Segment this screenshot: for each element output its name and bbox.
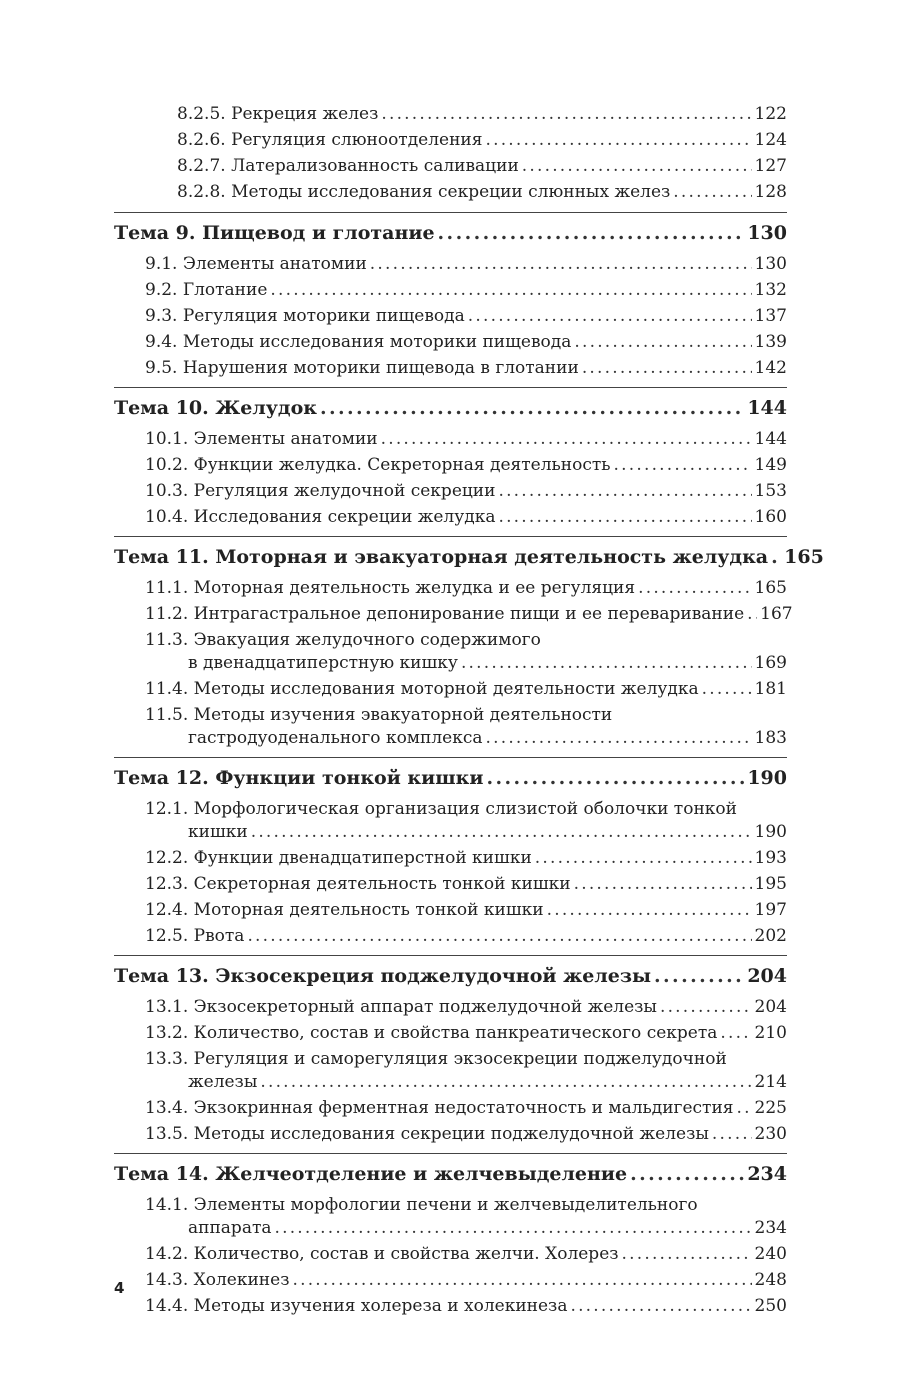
toc-page-number: 169 [754, 653, 787, 673]
dot-leader [370, 251, 752, 277]
toc-entry-12-3[interactable] [114, 871, 787, 897]
dot-leader [486, 127, 752, 153]
toc-entry-8-2-5[interactable] [114, 101, 787, 127]
toc-topic-title: Тема 13. Экзосекреция поджелудочной железы [114, 965, 652, 987]
toc-row [145, 1020, 787, 1046]
dot-leader [574, 329, 751, 355]
page-number: 4 [114, 1279, 125, 1297]
toc-entry-9-2[interactable] [114, 277, 787, 303]
toc-page-number: 202 [754, 926, 787, 946]
dot-leader [438, 215, 745, 251]
toc-page-number: 204 [754, 997, 787, 1017]
toc-entry-13-5[interactable] [114, 1121, 787, 1147]
dot-leader [547, 897, 752, 923]
toc-page-number: 210 [754, 1023, 787, 1043]
toc-page-number: 137 [754, 306, 787, 326]
toc-entry-9-5[interactable] [114, 355, 787, 381]
toc-page-number: 214 [754, 1072, 787, 1092]
dot-leader [381, 426, 752, 452]
dot-leader [771, 539, 781, 575]
toc-row [188, 1069, 787, 1095]
toc-entry-10-4[interactable] [114, 504, 787, 530]
dot-leader [747, 601, 757, 627]
toc-entry-label: 8.2.8. Методы исследования секреции слюнных желез [177, 182, 671, 202]
toc-entry-label: 12.2. Функции двенадцатиперстной кишки [145, 848, 532, 868]
dot-leader [461, 650, 752, 676]
toc-entry-label: 12.1. Морфологическая организация слизистой оболочки тонкой [145, 799, 737, 819]
toc-row [188, 650, 787, 676]
toc-topic-title: Тема 14. Желчеотделение и желчевыделение [114, 1163, 628, 1185]
toc-entry-label: 11.5. Методы изучения эвакуаторной деятельности [145, 705, 613, 725]
toc-page-number: 181 [754, 679, 787, 699]
toc-entry-11-2[interactable] [114, 601, 793, 627]
toc-page-number: 160 [754, 507, 787, 527]
toc-row [145, 1241, 787, 1267]
toc-entry-13-3[interactable] [114, 1046, 787, 1095]
toc-page-number: 142 [754, 358, 787, 378]
toc-entry-label-continued: аппарата [188, 1218, 272, 1238]
toc-entry-label-continued: гастродуоденального комплекса [188, 728, 483, 748]
toc-page-number: 149 [754, 455, 787, 475]
toc-row [145, 303, 787, 329]
toc-page-number: 230 [754, 1124, 787, 1144]
toc-entry-8-2-6[interactable] [114, 127, 787, 153]
toc-entry-label: 9.4. Методы исследования моторики пищевода [145, 332, 572, 352]
toc-entry-8-2-8[interactable] [114, 179, 787, 205]
dot-leader [260, 1069, 751, 1095]
toc-entry-10-2[interactable] [114, 452, 787, 478]
toc-row [145, 1095, 787, 1121]
toc-entry-label: 13.5. Методы исследования секреции поджелудочной железы [145, 1124, 709, 1144]
toc-entry-10-1[interactable] [114, 426, 787, 452]
dot-leader [622, 1241, 752, 1267]
dot-leader [574, 871, 752, 897]
dot-leader [522, 153, 752, 179]
dot-leader [468, 303, 752, 329]
toc-topic-12[interactable] [114, 760, 787, 796]
toc-topic-13[interactable] [114, 958, 787, 994]
toc-row [145, 676, 787, 702]
dot-leader [660, 994, 752, 1020]
toc-page-number: 124 [754, 130, 787, 150]
table-of-contents [114, 101, 824, 1319]
toc-page-number: 190 [754, 822, 787, 842]
toc-entry-13-2[interactable] [114, 1020, 787, 1046]
toc-page-number: 234 [754, 1218, 787, 1238]
toc-row [145, 1267, 787, 1293]
toc-row [145, 504, 787, 530]
toc-entry-label: 8.2.6. Регуляция слюноотделения [177, 130, 483, 150]
toc-page-number: 144 [754, 429, 787, 449]
toc-entry-11-3[interactable] [114, 627, 787, 676]
dot-leader [720, 1020, 751, 1046]
dot-leader [251, 819, 752, 845]
toc-topic-14[interactable] [114, 1156, 787, 1192]
toc-row [145, 478, 787, 504]
toc-row [145, 452, 787, 478]
toc-page-number: 122 [754, 104, 787, 124]
toc-row [145, 1293, 787, 1319]
dot-leader [614, 452, 752, 478]
toc-row [177, 179, 787, 205]
toc-row [145, 845, 787, 871]
dot-leader [570, 1293, 751, 1319]
toc-entry-label: 12.4. Моторная деятельность тонкой кишки [145, 900, 544, 920]
toc-page-number: 250 [754, 1296, 787, 1316]
toc-row [145, 897, 787, 923]
toc-entry-label: 10.2. Функции желудка. Секреторная деятельность [145, 455, 611, 475]
toc-page-number: 128 [754, 182, 787, 202]
dot-leader [582, 355, 752, 381]
dot-leader [498, 504, 751, 530]
toc-entry-label: 8.2.7. Латерализованность саливации [177, 156, 519, 176]
toc-entry-label: 13.2. Количество, состав и свойства панкреатического секрета [145, 1023, 718, 1043]
toc-entry-label: 9.2. Глотание [145, 280, 268, 300]
toc-entry-12-4[interactable] [114, 897, 787, 923]
toc-page-number: 183 [754, 728, 787, 748]
dot-leader [654, 958, 744, 994]
toc-row [114, 539, 824, 575]
toc-entry-13-1[interactable] [114, 994, 787, 1020]
dot-leader [498, 478, 751, 504]
toc-page-number: 144 [747, 397, 787, 419]
toc-entry-label: 14.4. Методы изучения холереза и холекинеза [145, 1296, 568, 1316]
toc-entry-9-3[interactable] [114, 303, 787, 329]
toc-row [145, 355, 787, 381]
dot-leader [275, 1215, 752, 1241]
toc-entry-label: 10.3. Регуляция желудочной секреции [145, 481, 496, 501]
toc-page-number: 130 [754, 254, 787, 274]
toc-page-number: 248 [754, 1270, 787, 1290]
toc-entry-11-1[interactable] [114, 575, 787, 601]
toc-page-number: 193 [754, 848, 787, 868]
toc-topic-9[interactable] [114, 215, 787, 251]
toc-entry-label: 9.5. Нарушения моторики пищевода в глотании [145, 358, 579, 378]
toc-entry-label: 9.1. Элементы анатомии [145, 254, 367, 274]
toc-entry-11-5[interactable] [114, 702, 787, 751]
toc-page-number: 190 [747, 767, 787, 789]
toc-page-number: 240 [754, 1244, 787, 1264]
toc-entry-label: 11.1. Моторная деятельность желудка и ее регуляция [145, 578, 636, 598]
dot-leader [320, 390, 744, 426]
toc-row [188, 1215, 787, 1241]
toc-row [188, 725, 787, 751]
toc-entry-label: 14.2. Количество, состав и свойства желчи. Холерез [145, 1244, 619, 1264]
toc-row [114, 760, 787, 796]
dot-leader [486, 760, 744, 796]
toc-topic-title: Тема 12. Функции тонкой кишки [114, 767, 484, 789]
toc-entry-12-2[interactable] [114, 845, 787, 871]
toc-page-number: 130 [747, 222, 787, 244]
toc-page-number: 132 [754, 280, 787, 300]
toc-entry-14-4[interactable] [114, 1293, 787, 1319]
toc-entry-12-5[interactable] [114, 923, 787, 949]
dot-leader [737, 1095, 752, 1121]
toc-row [145, 277, 787, 303]
toc-row [114, 958, 787, 994]
toc-page-number: 127 [754, 156, 787, 176]
toc-entry-label: 14.1. Элементы морфологии печени и желчевыделительного [145, 1195, 698, 1215]
toc-entry-9-1[interactable] [114, 251, 787, 277]
toc-entry-11-4[interactable] [114, 676, 787, 702]
toc-row [145, 871, 787, 897]
toc-entry-label: 13.3. Регуляция и саморегуляция экзосекреции поджелудочной [145, 1049, 727, 1069]
toc-entry-label: 11.4. Методы исследования моторной деятельности желудка [145, 679, 699, 699]
toc-page-number: 195 [754, 874, 787, 894]
toc-row [145, 251, 787, 277]
toc-page-number: 167 [760, 604, 793, 624]
toc-page-number: 153 [754, 481, 787, 501]
dot-leader [535, 845, 752, 871]
toc-row [177, 153, 787, 179]
toc-row [188, 819, 787, 845]
toc-topic-11[interactable] [114, 539, 824, 575]
toc-entry-14-1[interactable] [114, 1192, 787, 1241]
toc-row [145, 601, 793, 627]
toc-entry-label: 10.4. Исследования секреции желудка [145, 507, 496, 527]
dot-leader [381, 101, 751, 127]
toc-row [145, 994, 787, 1020]
toc-entry-14-3[interactable] [114, 1267, 787, 1293]
toc-page-number: 139 [754, 332, 787, 352]
dot-leader [638, 575, 751, 601]
toc-entry-label: 12.3. Секреторная деятельность тонкой кишки [145, 874, 571, 894]
toc-page-number: 165 [784, 546, 824, 568]
toc-topic-title: Тема 10. Желудок [114, 397, 317, 419]
toc-entry-14-2[interactable] [114, 1241, 787, 1267]
dot-leader [702, 676, 752, 702]
toc-page-number: 225 [754, 1098, 787, 1118]
toc-row [114, 390, 787, 426]
toc-entry-label: 12.5. Рвота [145, 926, 245, 946]
dot-leader [486, 725, 752, 751]
toc-topic-10[interactable] [114, 390, 787, 426]
toc-entry-label: 9.3. Регуляция моторики пищевода [145, 306, 465, 326]
toc-entry-label-continued: в двенадцатиперстную кишку [188, 653, 458, 673]
toc-topic-title: Тема 11. Моторная и эвакуаторная деятельность желудка [114, 546, 769, 568]
toc-entry-label: 14.3. Холекинез [145, 1270, 290, 1290]
toc-row [177, 101, 787, 127]
toc-entry-label: 8.2.5. Рекреция желез [177, 104, 379, 124]
dot-leader [292, 1267, 751, 1293]
toc-page-number: 234 [747, 1163, 787, 1185]
toc-entry-label: 13.1. Экзосекреторный аппарат поджелудочной железы [145, 997, 657, 1017]
dot-leader [673, 179, 751, 205]
toc-row [145, 426, 787, 452]
toc-row [145, 1121, 787, 1147]
toc-page-number: 165 [754, 578, 787, 598]
toc-entry-8-2-7[interactable] [114, 153, 787, 179]
dot-leader [630, 1156, 744, 1192]
toc-row [177, 127, 787, 153]
toc-topic-title: Тема 9. Пищевод и глотание [114, 222, 435, 244]
toc-entry-label-continued: железы [188, 1072, 258, 1092]
toc-row [114, 1156, 787, 1192]
toc-entry-label: 11.2. Интрагастральное депонирование пищи и ее переваривание [145, 604, 745, 624]
dot-leader [247, 923, 751, 949]
toc-entry-label: 13.4. Экзокринная ферментная недостаточность и мальдигестия [145, 1098, 734, 1118]
toc-row [145, 575, 787, 601]
toc-entry-13-4[interactable] [114, 1095, 787, 1121]
toc-entry-12-1[interactable] [114, 796, 787, 845]
toc-entry-9-4[interactable] [114, 329, 787, 355]
toc-page-number: 204 [747, 965, 787, 987]
toc-entry-label: 10.1. Элементы анатомии [145, 429, 378, 449]
dot-leader [712, 1121, 752, 1147]
toc-entry-label-continued: кишки [188, 822, 248, 842]
toc-row [114, 215, 787, 251]
toc-page-number: 197 [754, 900, 787, 920]
toc-entry-10-3[interactable] [114, 478, 787, 504]
toc-row [145, 923, 787, 949]
dot-leader [270, 277, 751, 303]
toc-row [145, 329, 787, 355]
toc-entry-label: 11.3. Эвакуация желудочного содержимого [145, 630, 541, 650]
